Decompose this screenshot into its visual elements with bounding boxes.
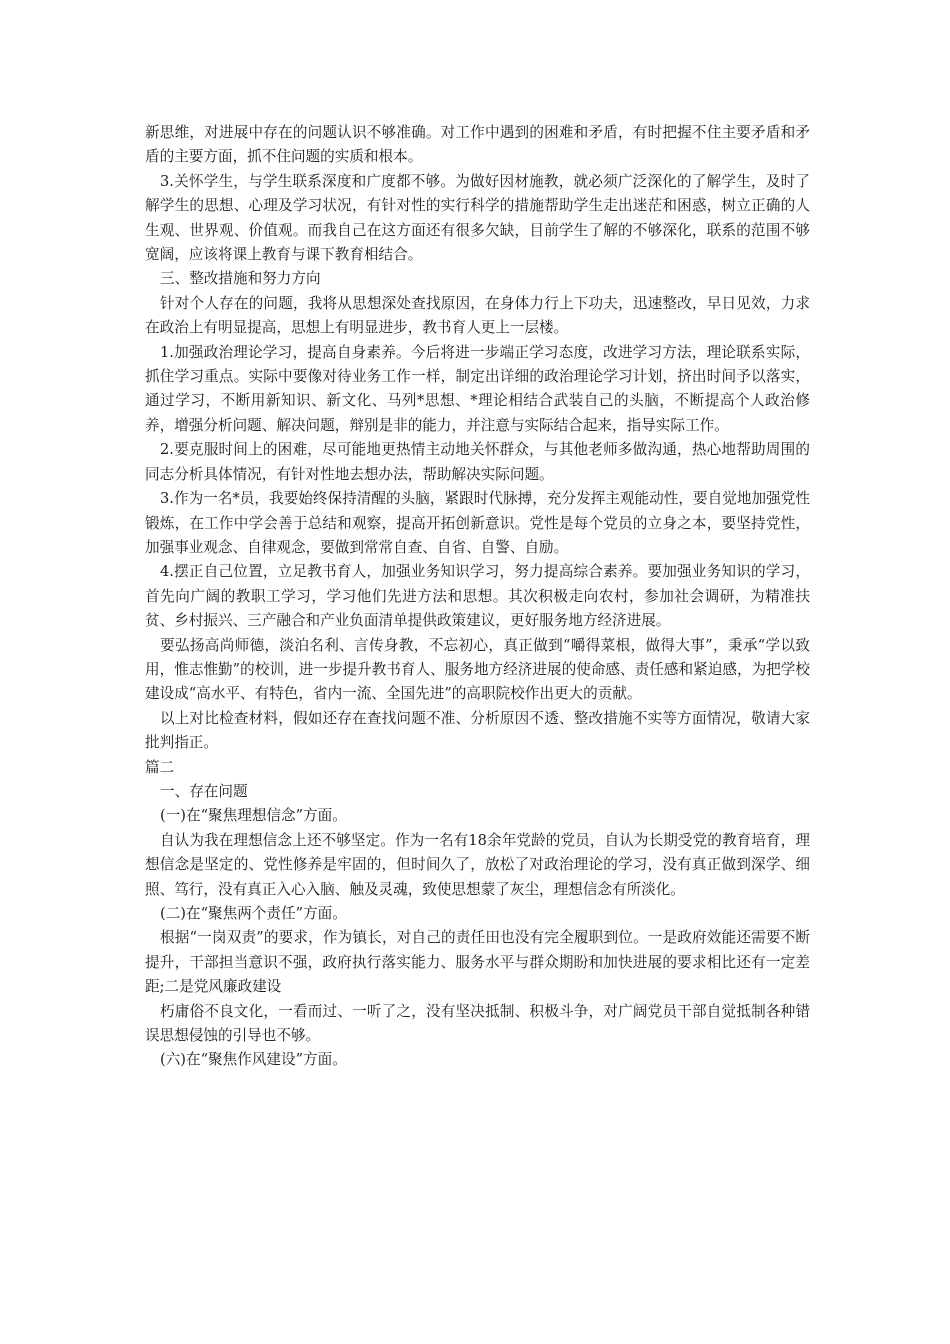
paragraph: 3.作为一名*员，我要始终保持清醒的头脑，紧跟时代脉搏，充分发挥主观能动性，要自觉地加强党性锻炼，在工作中学会善于总结和观察，提高开拓创新意识。党性是每个党员的立身之本，要坚持党性，加强事业观念、自律观念，要做到常常自查、自省、自警、自励。 <box>145 490 810 556</box>
subsection-heading: (二)在“聚焦两个责任”方面。 <box>160 905 347 922</box>
paragraph: 新思维，对进展中存在的问题认识不够准确。对工作中遇到的困难和矛盾，有时把握不住主要矛盾和矛盾的主要方面，抓不住问题的实质和根本。 <box>145 124 810 166</box>
section-heading: 三、整改措施和努力方向 <box>160 270 321 288</box>
section-heading: 一、存在问题 <box>160 782 248 800</box>
paragraph: 自认为我在理想信念上还不够坚定。作为一名有18余年党龄的党员，自认为长期受党的教育培育，理想信念是坚定的、党性修养是牢固的，但时间久了，放松了对政治理论的学习，没有真正做到深学、细照、笃行，没有真正入心入脑、触及灵魂，致使思想蒙了灰尘，理想信念有所淡化。 <box>145 831 810 898</box>
part-title: 篇二 <box>145 758 175 776</box>
paragraph: 根据“一岗双责”的要求，作为镇长，对自己的责任田也没有完全履职到位。一是政府效能还需要不断提升，干部担当意识不强，政府执行落实能力、服务水平与群众期盼和加快进展的要求相比还有一定差距;二是党风廉政建设 <box>145 929 810 996</box>
paragraph: 3.关怀学生，与学生联系深度和广度都不够。为做好因材施教，就必须广泛深化的了解学生，及时了解学生的思想、心理及学习状况，有针对性的实行科学的措施帮助学生走出迷茫和困惑，树立正确的人生观、世界观、价值观。而我自己在这方面还有很多欠缺，目前学生了解的不够深化，联系的范围不够宽阔，应该将课上教育与课下教育相结合。 <box>145 172 810 264</box>
paragraph: 以上对比检查材料，假如还存在查找问题不准、分析原因不透、整改措施不实等方面情况，敬请大家批判指正。 <box>145 709 810 752</box>
paragraph: 朽庸俗不良文化，一看而过、一听了之，没有坚决抵制、积极斗争，对广阔党员干部自觉抵制各种错误思想侵蚀的引导也不够。 <box>145 1002 810 1045</box>
paragraph: 2.要克服时间上的困难，尽可能地更热情主动地关怀群众，与其他老师多做沟通，热心地帮助周围的同志分析具体情况，有针对性地去想办法，帮助解决实际问题。 <box>145 441 810 483</box>
paragraph: 针对个人存在的问题，我将从思想深处查找原因，在身体力行上下功夫，迅速整改，早日见效，力求在政治上有明显提高，思想上有明显进步，教书育人更上一层楼。 <box>145 294 810 337</box>
paragraph: 1.加强政治理论学习，提高自身素养。今后将进一步端正学习态度，改进学习方法，理论联系实际，抓住学习重点。实际中要像对待业务工作一样，制定出详细的政治理论学习计划，挤出时间予以落实，通过学习，不断用新知识、新文化、马列*思想、*理论相结合武装自己的头脑，不断提高个人政治修养，增强分析问题、解决问题，辩别是非的能力，并注意与实际结合起来，指导实际工作。 <box>145 343 810 434</box>
paragraph: 要弘扬高尚师德，淡泊名利、言传身教，不忘初心，真正做到“嚼得菜根，做得大事”，秉承“学以致用，惟志惟勤”的校训，进一步提升教书育人、服务地方经济进展的使命感、责任感和紧迫感，为把学校建设成“高水平、有特色，省内一流、全国先进”的高职院校作出更大的贡献。 <box>145 636 810 703</box>
subsection-heading: (六)在“聚焦作风建设”方面。 <box>160 1051 347 1069</box>
paragraph: 4.摆正自己位置，立足教书育人，加强业务知识学习，努力提高综合素养。要加强业务知识的学习，首先向广阔的教职工学习，学习他们先进方法和思想。其次积极走向农村，参加社会调研，为精准扶贫、乡村振兴、三产融合和产业负面清单提供政策建议，更好服务地方经济进展。 <box>145 563 810 630</box>
subsection-heading: (一)在“聚焦理想信念”方面。 <box>160 807 347 825</box>
document-body <box>145 121 810 1073</box>
